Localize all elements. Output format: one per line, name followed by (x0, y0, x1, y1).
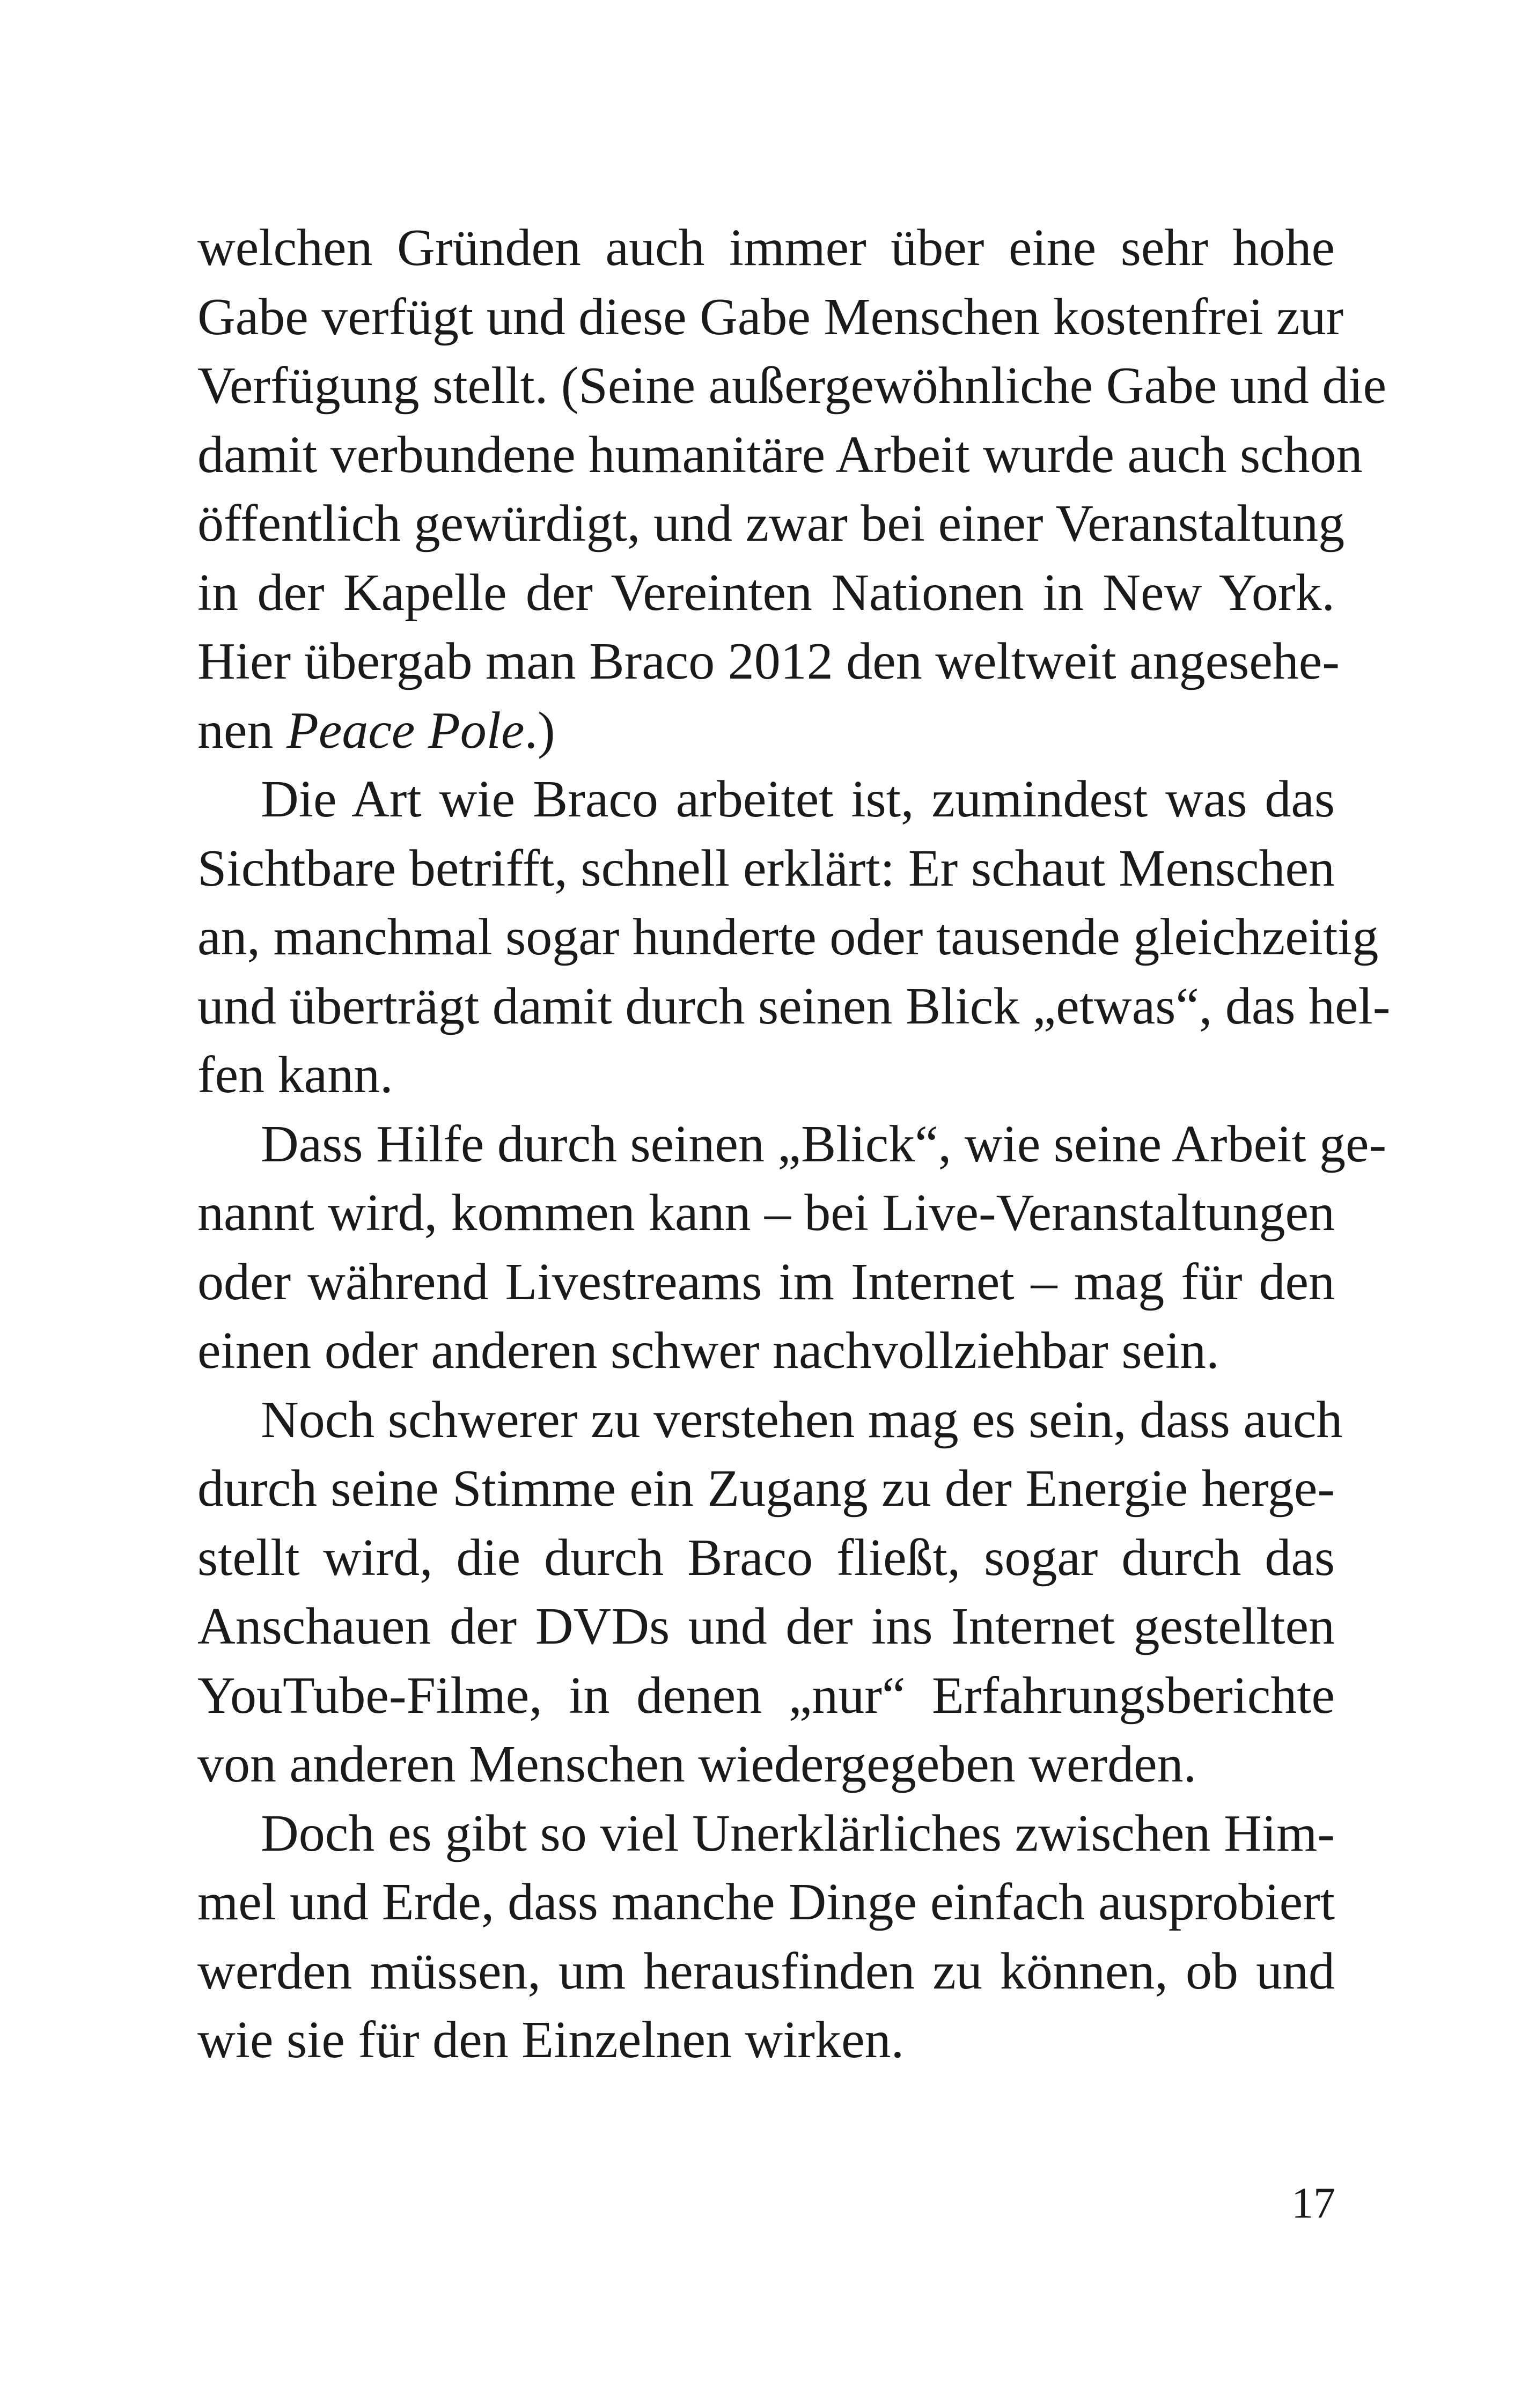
text-line: und überträgt damit durch seinen Blick „etwas“, das hel- (197, 977, 1391, 1035)
text-line: durch seine Stimme ein Zugang zu der Energie herge- (197, 1460, 1335, 1518)
text-line: Noch schwerer zu verstehen mag es sein, dass auch (261, 1390, 1343, 1449)
italic-title: Peace Pole (286, 701, 525, 760)
text-line: fen kann. (197, 1046, 393, 1104)
paragraph (197, 1799, 1335, 2075)
body-text (197, 213, 1391, 2075)
text-line: werden müssen, um herausfinden zu können, ob und (197, 1942, 1335, 2000)
text-fragment: .) (524, 701, 555, 760)
paragraph (197, 765, 1391, 1110)
text-line: öffentlich gewürdigt, und zwar bei einer Veranstaltung (197, 495, 1345, 553)
paragraph (197, 213, 1387, 765)
text-line: welchen Gründen auch immer über eine sehr hohe (197, 219, 1335, 277)
paragraph (197, 1386, 1343, 1799)
text-line: YouTube-Filme, in denen „nur“ Erfahrungsberichte (197, 1666, 1335, 1725)
text-line: von anderen Menschen wiedergegeben werden. (197, 1735, 1197, 1793)
text-line: Anschauen der DVDs und der ins Internet gestellten (197, 1597, 1335, 1655)
text-line: Hier übergab man Braco 2012 den weltweit angesehe- (197, 632, 1340, 690)
text-line: einen oder anderen schwer nachvollziehbar sein. (197, 1322, 1219, 1380)
text-line: Sichtbare betrifft, schnell erklärt: Er schaut Menschen (197, 839, 1335, 897)
text-line: Die Art wie Braco arbeitet ist, zumindest was das (261, 770, 1335, 828)
page-number: 17 (1291, 2178, 1335, 2227)
text-line: Verfügung stellt. (Seine außergewöhnliche Gabe und die (197, 357, 1387, 415)
text-line (197, 696, 1335, 765)
paragraph (197, 1110, 1387, 1386)
text-line: oder während Livestreams im Internet – mag für den (197, 1253, 1335, 1311)
text-line: damit verbundene humanitäre Arbeit wurde auch schon (197, 425, 1363, 484)
text-line: Dass Hilfe durch seinen „Blick“, wie seine Arbeit ge- (261, 1115, 1387, 1173)
text-line: nannt wird, kommen kann – bei Live-Veranstaltungen (197, 1184, 1335, 1242)
text-line: wie sie für den Einzelnen wirken. (197, 2011, 905, 2069)
text-line: stellt wird, die durch Braco fließt, sogar durch das (197, 1528, 1335, 1587)
text-line: an, manchmal sogar hunderte oder tausende gleichzeitig (197, 908, 1379, 966)
text-fragment: nen (197, 701, 286, 760)
text-line: mel und Erde, dass manche Dinge einfach ausprobiert (197, 1873, 1335, 1931)
text-line: Gabe verfügt und diese Gabe Menschen kostenfrei zur (197, 288, 1344, 346)
text-line: in der Kapelle der Vereinten Nationen in New York. (197, 563, 1335, 622)
text-line: Doch es gibt so viel Unerklärliches zwischen Him- (261, 1804, 1335, 1862)
